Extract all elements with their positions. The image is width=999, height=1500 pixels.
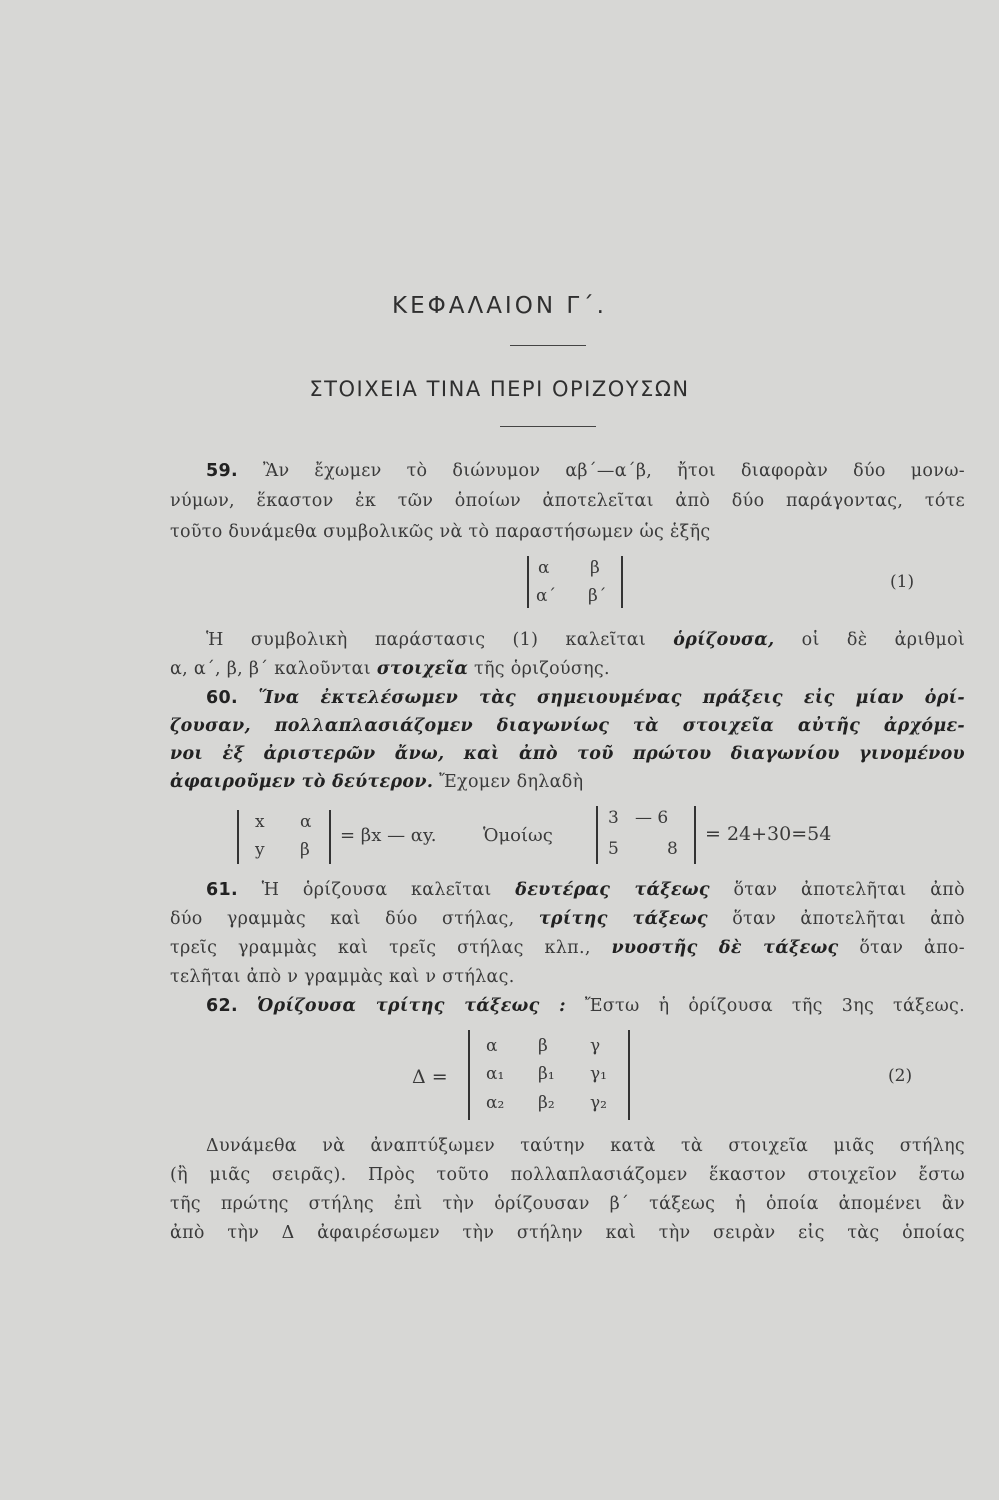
p60-line-3: νοι ἐξ ἀριστερῶν ἄνω, καὶ ἀπὸ τοῦ πρώτου διαγωνίου γινομένου — [170, 744, 965, 764]
p61-line-2: δύο γραμμὰς καὶ δύο στήλας, τρίτης τάξεως ὅταν ἀποτελῆται ἀπὸ — [170, 909, 965, 929]
ex1-r1c2: α — [300, 812, 312, 832]
det2-r3c1: α₂ — [486, 1093, 505, 1113]
p62-line-3: (ἢ μιᾶς σειρᾶς). Πρὸς τοῦτο πολλαπλασιάζομεν ἕκαστον στοιχεῖον ἔστω — [170, 1165, 965, 1185]
det2-r1c2: β — [538, 1036, 548, 1056]
p61-line-1: 61. Ἡ ὁρίζουσα καλεῖται δευτέρας τάξεως ὅταν ἀποτελῆται ἀπὸ — [206, 880, 965, 900]
ex2-right-bar — [694, 806, 696, 864]
term-orizousa: ὁρίζουσα, — [673, 630, 775, 650]
ex2-r2c2: 8 — [667, 839, 678, 859]
ex2-r1c1: 3 — [608, 808, 619, 828]
ex1-result: = βx — αy. — [340, 825, 437, 846]
det1-r2c1: α΄ — [536, 586, 556, 606]
equation-label-2: (2) — [888, 1066, 913, 1086]
p62-line-2: Δυνάμεθα νὰ ἀναπτύξωμεν ταύτην κατὰ τὰ στοιχεῖα μιᾶς στήλης — [206, 1136, 965, 1156]
paragraph-number-61: 61. — [206, 880, 238, 900]
ex1-r1c1: x — [255, 812, 265, 832]
p60-line-1: 60. Ἵνα ἐκτελέσωμεν τὰς σημειουμένας πράξεις εἰς μίαν ὁρί- — [206, 688, 965, 708]
section-title: ΣΤΟΙΧΕΙΑ ΤΙΝΑ ΠΕΡΙ ΟΡΙΖΟΥΣΩΝ — [309, 377, 690, 401]
similarly-label: Ὁμοίως — [483, 825, 553, 846]
term-nth-order: νυοστῆς δὲ τάξεως — [611, 938, 839, 958]
det2-r2c2: β₁ — [538, 1064, 555, 1084]
det1-r1c1: α — [538, 558, 550, 578]
det2-right-bar — [628, 1030, 630, 1120]
divider-2 — [500, 426, 596, 427]
p61-line-4: τελῆται ἀπὸ ν γραμμὰς καὶ ν στήλας. — [170, 967, 515, 987]
p62-line-5: ἀπὸ τὴν Δ ἀφαιρέσωμεν τὴν στήλην καὶ τὴν σειρὰν εἰς τὰς ὁποίας — [170, 1223, 965, 1243]
heading-third-order: Ὁρίζουσα τρίτης τάξεως : — [256, 996, 566, 1016]
term-second-order: δευτέρας τάξεως — [515, 880, 710, 900]
ex1-left-bar — [237, 810, 239, 864]
term-third-order: τρίτης τάξεως — [538, 909, 708, 929]
ex1-r2c1: y — [255, 840, 265, 860]
p62-line-1: 62. Ὁρίζουσα τρίτης τάξεως : Ἔστω ἡ ὁρίζουσα τῆς 3ης τάξεως. — [206, 996, 965, 1016]
p62-line-4: τῆς πρώτης στήλης ἐπὶ τὴν ὁρίζουσαν β΄ τάξεως ἡ ὁποία ἀπομένει ἂν — [170, 1194, 965, 1214]
det1-left-bar — [527, 556, 529, 608]
p59-line-1: 59. Ἂν ἔχωμεν τὸ διώνυμον αβ΄—α΄β, ἤτοι διαφορὰν δύο μονω- — [206, 461, 965, 481]
p60-line-4: ἀφαιροῦμεν τὸ δεύτερον. Ἔχομεν δηλαδὴ — [170, 772, 584, 792]
ex1-r2c2: β — [300, 840, 310, 860]
det2-r1c1: α — [486, 1036, 498, 1056]
p60-line-2: ζουσαν, πολλαπλασιάζομεν διαγωνίως τὰ στοιχεῖα αὐτῆς ἀρχόμε- — [170, 716, 965, 736]
det2-left-bar — [468, 1030, 470, 1120]
equation-label-1: (1) — [890, 572, 915, 592]
ex2-left-bar — [596, 806, 598, 864]
ex2-result: = 24+30=54 — [705, 823, 832, 845]
p59-line-2: νύμων, ἕκαστον ἐκ τῶν ὁποίων ἀποτελεῖται ἀπὸ δύο παράγοντας, τότε — [170, 491, 965, 511]
ex1-right-bar — [329, 810, 331, 864]
divider-1 — [510, 345, 586, 346]
det2-r3c2: β₂ — [538, 1093, 555, 1113]
det1-right-bar — [621, 556, 623, 608]
p61-line-3: τρεῖς γραμμὰς καὶ τρεῖς στήλας κλπ., νυοστῆς δὲ τάξεως ὅταν ἀπο- — [170, 938, 965, 958]
det2-r3c3: γ₂ — [590, 1093, 607, 1113]
det1-r1c2: β — [590, 558, 600, 578]
det2-r2c1: α₁ — [486, 1064, 505, 1084]
chapter-heading: ΚΕΦΑΛΑΙΟΝ Γ΄. — [392, 293, 607, 319]
p59-line-4: Ἡ συμβολικὴ παράστασις (1) καλεῖται ὁρίζουσα, οἱ δὲ ἀριθμοὶ — [206, 630, 965, 650]
ex2-r1c2: — 6 — [635, 808, 669, 828]
p59-line-3: τοῦτο δυνάμεθα συμβολικῶς νὰ τὸ παραστήσωμεν ὡς ἑξῆς — [170, 522, 711, 542]
det2-r2c3: γ₁ — [590, 1064, 607, 1084]
paragraph-number-60: 60. — [206, 688, 238, 708]
paragraph-number-62: 62. — [206, 996, 238, 1016]
paragraph-number-59: 59. — [206, 461, 238, 481]
det1-r2c2: β΄ — [588, 586, 607, 606]
p59-line-5: α, α΄, β, β΄ καλοῦνται στοιχεῖα τῆς ὁριζούσης. — [170, 659, 610, 679]
ex2-r2c1: 5 — [608, 839, 619, 859]
delta-label: Δ = — [412, 1066, 448, 1088]
det2-r1c3: γ — [590, 1036, 601, 1056]
term-stoicheia: στοιχεῖα — [376, 659, 469, 679]
